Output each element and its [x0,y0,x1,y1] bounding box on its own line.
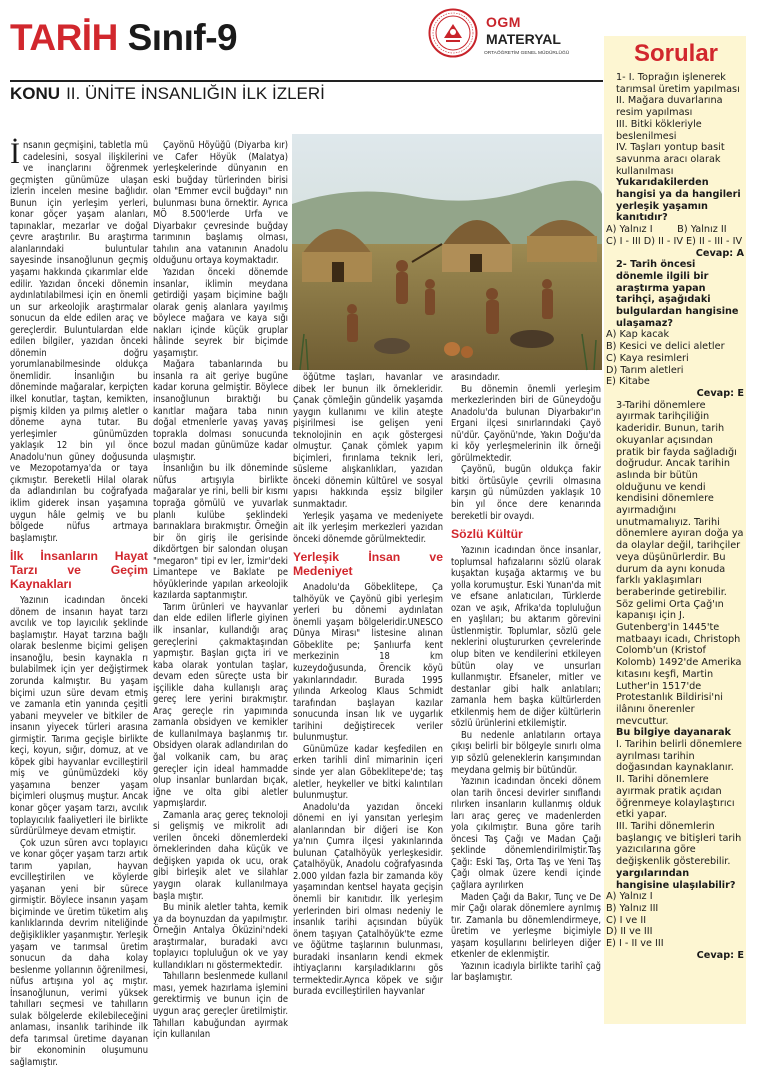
paragraph: Tahılların beslenmede kullanıl ması, yemek hazırlama işlemini gerektirmiş ve bunun için de uygun araç gereçler üretilmiştir. Tahılları kabuğundan ayırmak için kullanılan [153,971,288,1041]
paragraph-text: nsanın geçmişini, tabletla mü cadelesini, sosyal ilişkilerini ve inançlarını öğrenmek geçmişten günümüze ulaşan izlerin incelen mesine bağlıdır. Bunun için yerleşim yerleri, konar göçer yaşam alanları, tapınaklar, mezarlar ve doğal çevre araştırılır. Bu araştırma alanlarındaki buluntular sayesinde insanoğlunun geçmiş yaşamı hakkında çıkarımlar elde edilir. Yazıdan önceki dönemin aydınlatılabilmesi için en önemli un sur arkeolojik araştırmalar sonucun da elde edilen araç ve gereçlerdir. Buluntulardan elde edilen bilgiler, yazıdan önceki dönemin doğru yorumlanabilmesinde oldukça önemlidir. İnsanlığın bu döneminde mağaralar, kerpiçten ilkel konutlar, taştan, kemikten, pişmiş kilden ya pılmış aletler o döneme ayna tutar. Bu yerleşimler günümüzden yaklaşık 12 bin yıl önce Anadolu'nun güney doğusunda ve Mezopotamya'da or taya çıkmıştır. Bereketli Hilal olarak da adlandırılan bu coğrafyada iklim giderek insan yaşamına uygun hâle gelmiş ve bu bölgede nüfus artmaya başlamıştır. [10,140,148,544]
paragraph: Yazıdan önceki dönemde insanlar, iklimin meydana getirdiği yaşam biçimine bağlı olarak geniş alanlara yayılmış böylece mağara ve kaya sığı nakları içinde küçük gruplar hâlinde seyrek bir biçimde yaşamıştır. [153,267,288,359]
paragraph: Mağara tabanlarında bu insanla ra ait geriye bugüne kadar koruna gelmiştir. Böylece insanoğlunun bıraktığı bu kanıtlar mağara taba nının doğal etmenlerle yavaş yavaş toprakla dolması sonucunda bozul madan günümüze kadar ulaşmıştır. [153,359,288,463]
page-title [10,18,237,58]
paragraph: Tarım ürünleri ve hayvanlar dan elde edilen liflerle giyinen ilk insanlar, kullandığı araç gereçlerini çakmaktaşından yapmıştır. Başlan gıçta iri ve kaba olarak yontulan taşlar, devam eden süreçte usta bir işçilikle daha kullanışlı araç gereç lere yerini bırakmıştır. Araç gereçle rin yapımında zamanla obsidyen ve kemikler de kullanılmaya başlanmış tır. Obsidyen olarak adlandırılan do ğal volkanik cam, bu araç gereçler için ideal hammadde olup insanlar bunlardan bıçak, iğne ve olta gibi aletler yapmışlardır. [153,601,288,810]
ministry-seal-icon [428,8,478,58]
question-2-stem: 2- Tarih öncesi dönemle ilgili bir araştırma yapan tarihçi, aşağıdaki bulgulardan hangisine ulaşamaz? [616,259,739,329]
paragraph: Zamanla araç gereç teknoloji si gelişmiş ve mikrolit adı verilen önceki dönemlerdeki örneklerinden daha küçük ve değişken yapıda ok ucu, orak gibi birleşik alet ve silahlar yaygın olarak kullanılmaya başla mıştır. [153,809,288,902]
section-heading: Sözlü Kültür [451,527,523,542]
header-rule [10,80,603,82]
question-3-item: I. Tarihin belirli dönemlere ayrılması tarihin doğasından kaynaklanır. [616,739,742,774]
paragraph: Bu minik aletler tahta, kemik ya da boynuzdan da yapılmıştır. Örneğin Antalya Öküzini'ndeki araştırmalar, buradaki avcı toplayıcı topluluğun ok ve yay kullandıkları nı göstermektedir. [153,902,288,971]
section-heading: İlk İnsanların Hayat Tarzı ve Geçim Kaynakları [10,549,148,592]
question-2-option: A) Kap kacak [606,329,670,341]
question-1-answer: Cevap: A [695,247,744,259]
dropcap: İ [10,137,20,170]
paragraph: Yerleşik yaşama ve medeniyete ait ilk yerleşim merkezleri yazıdan önceki dönemde görülmektedir. [293,510,443,545]
ogm-sub-label: ORTAÖĞRETİM GENEL MÜDÜRLÜĞÜ [484,51,570,56]
question-3-item: III. Tarihi dönemlerin başlangıç ve bitişleri tarih yazıcılarına göre değişkenlik gösterebilir. [616,821,742,868]
article-column-3 [293,372,443,1024]
question-3-option: D) II ve III [606,926,653,938]
materyal-label: MATERYAL [486,31,561,47]
section-heading: Yerleşik İnsan ve Medeniyet [293,550,443,579]
question-1-item: IV. Taşları yontup basit savunma aracı olarak kullanılması [616,142,725,177]
question-1-options: C) I - III D) II - IV E) II - III - IV [606,235,743,247]
konu-text: II. ÜNİTE İNSANLIĞIN İLK İZLERİ [66,84,325,103]
question-1-item: II. Mağara duvarlarına resim yapılması [616,95,723,119]
question-2-option: D) Tarım aletleri [606,364,684,376]
question-3-question: yargılarından hangisine ulaşılabilir? [616,867,736,891]
paragraph: Yazının icadından önceki dönem olan tarih öncesi devirler sınıflandı rılırken insanların kullanmış olduk ları araç gereç ve madenlerden yola çıkılmıştır. Buna göre tarih öncesi Taş Çağı ve Madan Çağı şeklinde dönemlendirilmiştir.Taş Çağı: Eski Taş, Orta Taş ve Yeni Taş Çağı olmak üzere kendi içinde çağlara ayrılırken [451,776,601,891]
paragraph: Maden Çağı da Bakır, Tunç ve De mir Çağı olarak dönemlere ayrılmış tır. Zamanla bu dönemlendirmeye, üretim ve yerleşme biçimiyle yaşam koşullarını belirleyen diğer etkenler de eklenmiştir. [451,891,601,961]
question-3-option: B) Yalnız III [606,902,659,914]
paragraph: Bu nedenle anlatıların ortaya çıkışı belirli bir bölgeyle sınırlı olma yıp sözlü geleneklerin karışımından meydana gelmiş bir bütündür. [451,729,601,776]
question-3-option: E) I - II ve III [606,938,664,950]
question-3-lead: Bu bilgiye dayanarak [616,727,731,739]
paragraph: Çayönü, bugün oldukça fakir bitki örtüsüyle çevrili olmasına karşın gü nümüzden yaklaşık 10 bin yıl önce dere kenarında bereketli bir ovaydı. [451,464,601,522]
paragraph: İnsanlığın bu ilk döneminde nüfus artışıyla birlikte mağaralar ye rini, belli bir kısmı toprağa gömülü ve yuvarlak planlı kulübe şeklindeki barınaklara bırakmıştır. Örneğin bir ön giriş ile gerisinde dikdörtgen bir salondan oluşan "megaron" tipi ev ler, İzmir'deki Limantepe ve Baklate pe höyüklerinde yapılan arkeolojik kazılarda saptanmıştır. [153,463,288,602]
paragraph: Anadolu'da Göbeklitepe, Ça talhöyük ve Çayönü gibi yerleşim yerleri bu dönemi aydınlatan önemli yaşam bölgeleridir.UNESCO Dünya Mirası" listesine alınan Göbeklite pe; Şanlıurfa kent merkezinin 18 km kuzeydoğusunda, Örencik köyü yakınlarındadır. Burada 1995 yılında Arkeolog Klaus Schmidt tarafından başlayan kazılar sonucunda insan lık ve uygarlık tarihini değiştirecek veriler bulunmuştur. [293,582,443,744]
questions-list [606,72,744,961]
question-1-stem: 1- I. Toprağın işlenerek tarımsal üretim yapılması [616,72,740,95]
question-2-option: B) Kesici ve delici aletler [606,341,725,353]
question-1-item: III. Bitki kökleriyle beslenilmesi [616,118,702,142]
paragraph: öğütme taşları, havanlar ve dibek ler bunun ilk örnekleridir. Çanak çömleğin gündelik yaşamda yaygın kullanımı ve kilin ateşte pişirilmesi ise gelişen yeni teknolojinin en açık göstergesi olmuştur. Çanak çömlek yapım biçimleri, fırınlama teknik leri, süsleme alışkanlıkları, yazıdan önceki dönemin kültürel ve sosyal yapısı hakkında eşsiz bilgiler sunmaktadır. [293,372,443,511]
article-column-2 [153,140,288,1041]
article-column-1 [10,137,148,1069]
prehistoric-village-illustration [292,134,602,370]
question-3-answer: Cevap: E [696,949,744,961]
konu-line [10,84,325,104]
paragraph: Çayönü Höyüğü (Diyarba kır) ve Cafer Höyük (Malatya) yerleşkelerinde dünyanın en eski buğday türlerinden birisi olan "Emmer evcil buğdayı" nın bulunması buna örnektir. Ayrıca MÖ 8.500'lerde Urfa ve Diyarbakır çevresinde buğday tarımının başlamış olması, tahılın ana vatanının Anadolu olduğunu ortaya koymaktadır. [153,140,288,267]
title-subject: TARİH [10,17,118,58]
question-2-answer: Cevap: E [696,387,744,399]
question-3-text: 3-Tarihi dönemlere ayırmak tarihçiliğin kaderidir. Bunun, tarih okuyanlar açısından pratik bir fayda sağladığı doğrudur. Ancak tarihin aslında bir bütün olduğunu ve kendi kendisini dönemlere ayırmadığını unutmamalıyız. Tarihi dönemlere ayıran doğa ya da olaylar değil, tarihçiler veya düşünürlerdir. Bu durum da aynı konuda farklı yaklaşımları beraberinde getirebilir. Söz gelimi Orta Çağ'ın kapanışı için J. Gutenberg'in 1445'te matbaayı icadı, Christoph Colomb'un (Kristof Kolomb) 1492'de Amerika kıtasını keşfi, Martin Luther'in 1517'de Protestanlık Bildirisi'ni ilânını önerenler mevcuttur. [616,399,744,727]
question-3-item: II. Tarihi dönemlere ayırmak pratik açıdan öğrenmeye kolaylaştırıcı etki yapar. [616,774,735,821]
paragraph: Bu dönemin önemli yerleşim merkezlerinden biri de Güneydoğu Anadolu'da bulunan Diyarbakır'ın Ergani ilçesi sınırlarındaki Çayö nü'dür. Çayönü'nde, Yakın Doğu'da ki köy yerleşmelerinin ilk örneği görülmektedir. [451,383,601,464]
article-column-4 [451,372,601,1024]
paragraph: Çok uzun süren avcı toplayıcı ve konar göçer yaşam tarzı artık tarım yapılan, hayvan evcilleştirilen ve köylerde yaşanan yeni bir sürece girmiştir. Böylece insanın yaşam biçiminde ve üretim tüketim alış kanlıklarında devrim niteliğinde değişiklikler yaşanmıştır. Yerleşik yaşam ve tarımsal üretim sonucun da daha kolay beslenme yollarının öğrenilmesi, nüfus artışına yol aç mıştır. İnsanoğlunun, verimi yüksek tahılları seçmesi ve tahılların sulak bölgelerde ekilebileceğini anlaması, insanlık tarihinde ilk defa tarımsal üretime dayanan bir ekonominin oluşumunu sağlamıştır. [10,837,148,1069]
questions-title: Sorular [633,40,719,67]
paragraph: Yazının icadından önce insanlar, toplumsal hafızalarını sözlü olarak kuşaktan kuşağa aktarmış ve bu yolla korumuştur. Eski Yunan'da mit ve efsane anlatıcıları, Türklerde ozan ve aşık, Afrika'da topluluğun en yaşlıları; bu aktarım görevini üstlenmiştir. Toplumlar, sözlü gele neklerini oluştururken çevrelerinde olup biten ve kendilerini etkileyen bütün olay ve unsurları kullanmıştır. Efsaneler, mitler ve destanlar gibi halk anlatıları; zamanla hem başka kültürlerden etkilenmiş hem de diğer kültürlerin sözlü ürünlerini etkilemiştir. [451,545,601,730]
ogm-label: OGM [486,14,521,30]
paragraph: Günümüze kadar keşfedilen en erken tarihli dinî mimarinin içeri sinde yer alan Göbeklitepe'de; taş aletler, heykeller ve bitki kalıntıları bulunmuştur. [293,743,443,802]
konu-label: KONU [10,84,61,103]
paragraph: Yazının icadıyla birlikte tarihî çağ lar başlamıştır. [451,960,601,984]
paragraph: Anadolu'da yazıdan önceki dönemi en iyi yansıtan yerleşim alanlarından bir diğeri ise Kon ya'nın Çumra ilçesi yakınlarında bulunan Çatalhöyük yerleşkesidir. Çatalhöyük, Anadolu coğrafyasında 2.000 yıldan fazla bir zamanda köy yaşamından kentsel hayata geçişin önemli bir kanıtıdır. İlk yerleşim yerlerinden biri olması nedeniy le insanlık tarihi açısından büyük önem taşıyan Çatalhöyük'te ezme ve öğütme taşlarının bulunması, buradaki insanların kendi ekmek ihtiyaçlarını karşıladıklarını gös termektedir.Ayrıca köpek ve sığır burada evcilleştirilen hayvanlar [293,801,443,998]
paragraph: Yazının icadından önceki dönem de insanın hayat tarzı avcılık ve top layıcılık şeklinde başlamıştır. Hayat tarzına bağlı olarak beslenme biçimi gelişen insanoğlu, besin kaynakla rı bulabilmek için yer değiştirmek zorunda kalmıştır. Bu yaşam biçimi uzun süre devam etmiş ve zamanla etin yanında çeşitli yabani meyveler ve bitkiler de insanın yiyecek türleri arasına girmiştir. Tarıma geçişle birlikte keçi, koyun, sığır, domuz, at ve köpek gibi hayvanlar evcilleştiril miş ve günümüzdeki köy yaşamına benzer yaşam biçimleri oluşmuş muştur. Ancak konar göçer yaşam tarzı, avcılık toplayıcılık faaliyetleri ile birlikte sürdürülmeye devam etmiştir. [10,595,148,838]
title-grade: Sınıf-9 [117,17,238,58]
question-2-option: E) Kitabe [606,376,650,388]
question-1-options: A) Yalnız I B) Yalnız II [606,224,727,236]
paragraph: arasındadır. [451,372,500,383]
question-1-question: Yukarıdakilerden hangisi ya da hangileri yerleşik yaşamın kanıtıdır? [616,177,741,224]
question-3-option: A) Yalnız I [606,891,653,903]
question-3-option: C) I ve II [606,914,647,926]
paragraph [10,137,148,544]
question-2-option: C) Kaya resimleri [606,352,689,364]
